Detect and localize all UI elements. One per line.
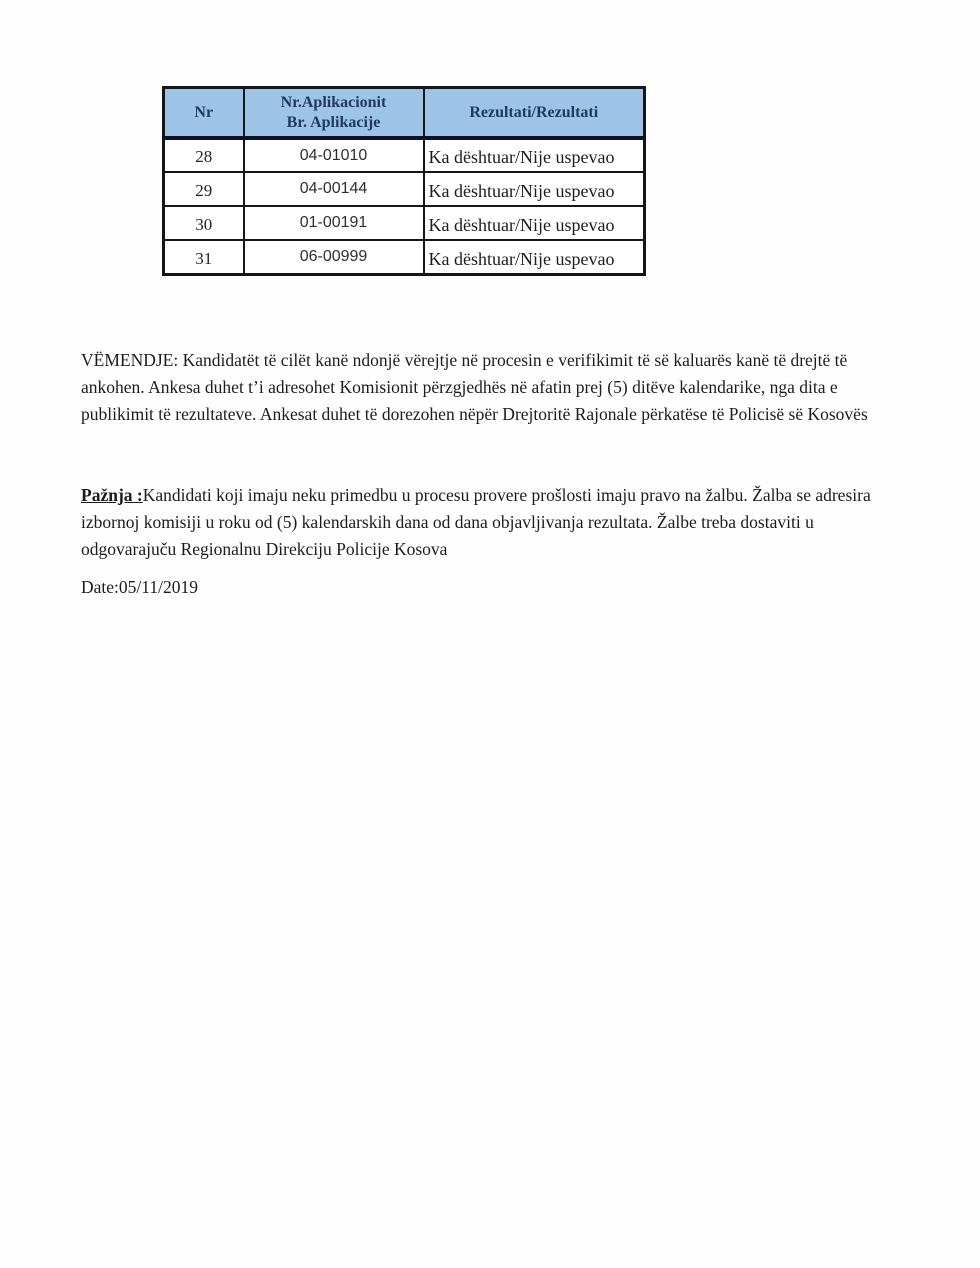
table-row <box>164 206 645 240</box>
cell-result: Ka dështuar/Nije uspevao <box>424 138 645 172</box>
table-header-application <box>244 88 424 139</box>
cell-application-no: 01-00191 <box>244 206 424 240</box>
cell-application-no: 04-01010 <box>244 138 424 172</box>
notice-albanian <box>81 347 887 428</box>
notice-serbian <box>81 482 887 563</box>
header-application-line2: Br. Aplikacije <box>286 113 381 131</box>
cell-result: Ka dështuar/Nije uspevao <box>424 240 645 274</box>
results-table <box>162 86 646 276</box>
notice-serbian-text: Kandidati koji imaju neku primedbu u procesu provere prošlosti imaju pravo na žalbu. Žalba se adresira izbornoj komisiji u roku od (5) kalendarskih dana od dana objavljivanja rezultata. Žalbe treba dostaviti u odgovarajuču Regionalnu Direkciju Policije Kosova <box>81 484 871 559</box>
notice-albanian-text: VËMENDJE: Kandidatët të cilët kanë ndonjë vërejtje në procesin e verifikimit të së kaluarës kanë të drejtë të ankohen. Ankesa duhet t’i adresohet Komisionit përzgjedhës në afatin prej (5) ditëve kalendarike, nga dita e publikimit të rezultateve. Ankesat duhet të dorezohen nëpër Drejtoritë Rajonale përkatëse të Policisë së Kosovës <box>81 349 868 424</box>
cell-nr: 28 <box>164 138 244 172</box>
header-application-line1: Nr.Aplikacionit <box>280 93 387 111</box>
table-header-row <box>164 88 645 139</box>
header-nr-label: Nr <box>194 103 214 121</box>
table-row <box>164 172 645 206</box>
cell-result: Ka dështuar/Nije uspevao <box>424 206 645 240</box>
cell-nr: 30 <box>164 206 244 240</box>
cell-application-no: 06-00999 <box>244 240 424 274</box>
results-table-container <box>162 86 646 276</box>
cell-result: Ka dështuar/Nije uspevao <box>424 172 645 206</box>
cell-nr: 31 <box>164 240 244 274</box>
cell-nr: 29 <box>164 172 244 206</box>
document-date: Date:05/11/2019 <box>81 577 198 597</box>
cell-application-no: 04-00144 <box>244 172 424 206</box>
header-result-label: Rezultati/Rezultati <box>469 103 599 121</box>
table-header-nr <box>164 88 244 139</box>
table-row <box>164 138 645 172</box>
table-row <box>164 240 645 274</box>
notice-serbian-label: Pažnja : <box>81 484 143 505</box>
table-header-result <box>424 88 645 139</box>
